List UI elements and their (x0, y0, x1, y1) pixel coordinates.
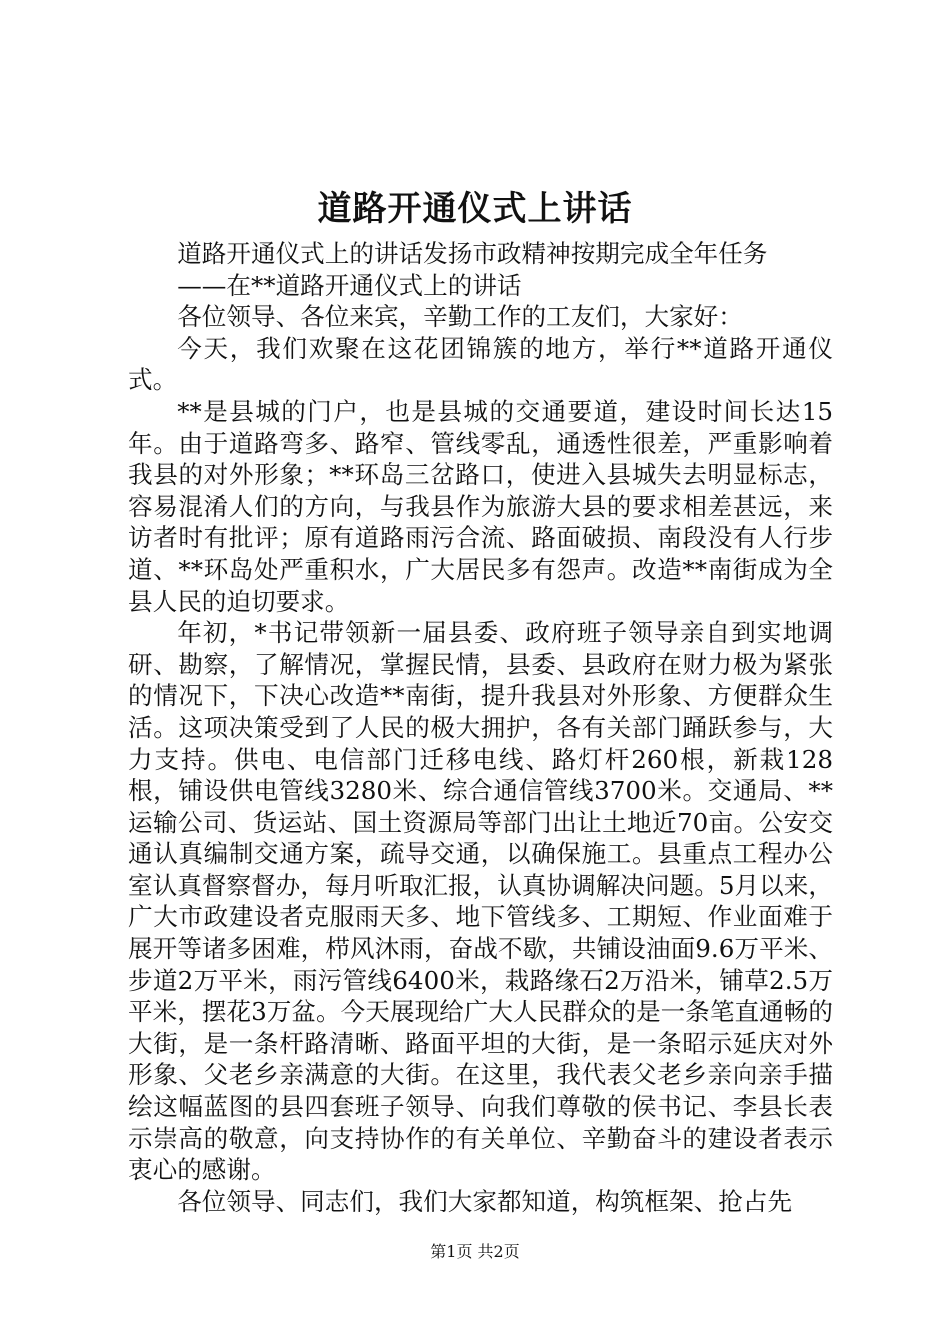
paragraph-opening: 今天，我们欢聚在这花团锦簇的地方，举行**道路开通仪式。 (128, 333, 833, 395)
document-body (128, 238, 833, 1217)
paragraph-background: **是县城的门户，也是县城的交通要道，建设时间长达15年。由于道路弯多、路窄、管线零乱，通透性很差，严重影响着我县的对外形象；**环岛三岔路口，使进入县城失去明显标志，容易混淆人们的方向，与我县作为旅游大县的要求相差甚远，来访者时有批评；原有道路雨污合流、路面破损、南段没有人行步道、**环岛处严重积水，广大居民多有怨声。改造**南街成为全县人民的迫切要求。 (128, 396, 833, 616)
document-title: 道路开通仪式上讲话 (317, 189, 633, 229)
paragraph-construction: 年初，*书记带领新一届县委、政府班子领导亲自到实地调研、勘察，了解情况，掌握民情，县委、县政府在财力极为紧张的情况下，下决心改造**南街，提升我县对外形象、方便群众生活。这项决策受到了人民的极大拥护，各有关部门踊跃参与，大力支持。供电、电信部门迁移电线、路灯杆260根，新栽128根，铺设供电管线3280米、综合通信管线3700米。交通局、**运输公司、货运站、国土资源局等部门出让土地近70亩。公安交通认真编制交通方案，疏导交通，以确保施工。县重点工程办公室认真督察督办，每月听取汇报，认真协调解决问题。5月以来，广大市政建设者克服雨天多、地下管线多、工期短、作业面难于展开等诸多困难，栉风沐雨，奋战不歇，共铺设油面9.6万平米、步道2万平米，雨污管线6400米，栽路缘石2万沿米，铺草2.5万平米，摆花3万盆。今天展现给广大人民群众的是一条笔直通畅的大街，是一条杆路清晰、路面平坦的大街，是一条昭示延庆对外形象、父老乡亲满意的大街。在这里，我代表父老乡亲向亲手描绘这幅蓝图的县四套班子领导、向我们尊敬的侯书记、李县长表示崇高的敬意，向支持协作的有关单位、辛勤奋斗的建设者表示衷心的感谢。 (128, 618, 833, 1185)
paragraph-subtitle: 道路开通仪式上的讲话发扬市政精神按期完成全年任务 (177, 239, 768, 268)
page-footer: 第1页 共2页 (430, 1242, 520, 1261)
paragraph-greeting: 各位领导、各位来宾，辛勤工作的工友们，大家好： (177, 302, 743, 332)
paragraph-subtitle-sub: ——在**道路开通仪式上的讲话 (177, 270, 522, 300)
paragraph-continuation: 各位领导、同志们，我们大家都知道，构筑框架、抢占先 (177, 1186, 793, 1216)
